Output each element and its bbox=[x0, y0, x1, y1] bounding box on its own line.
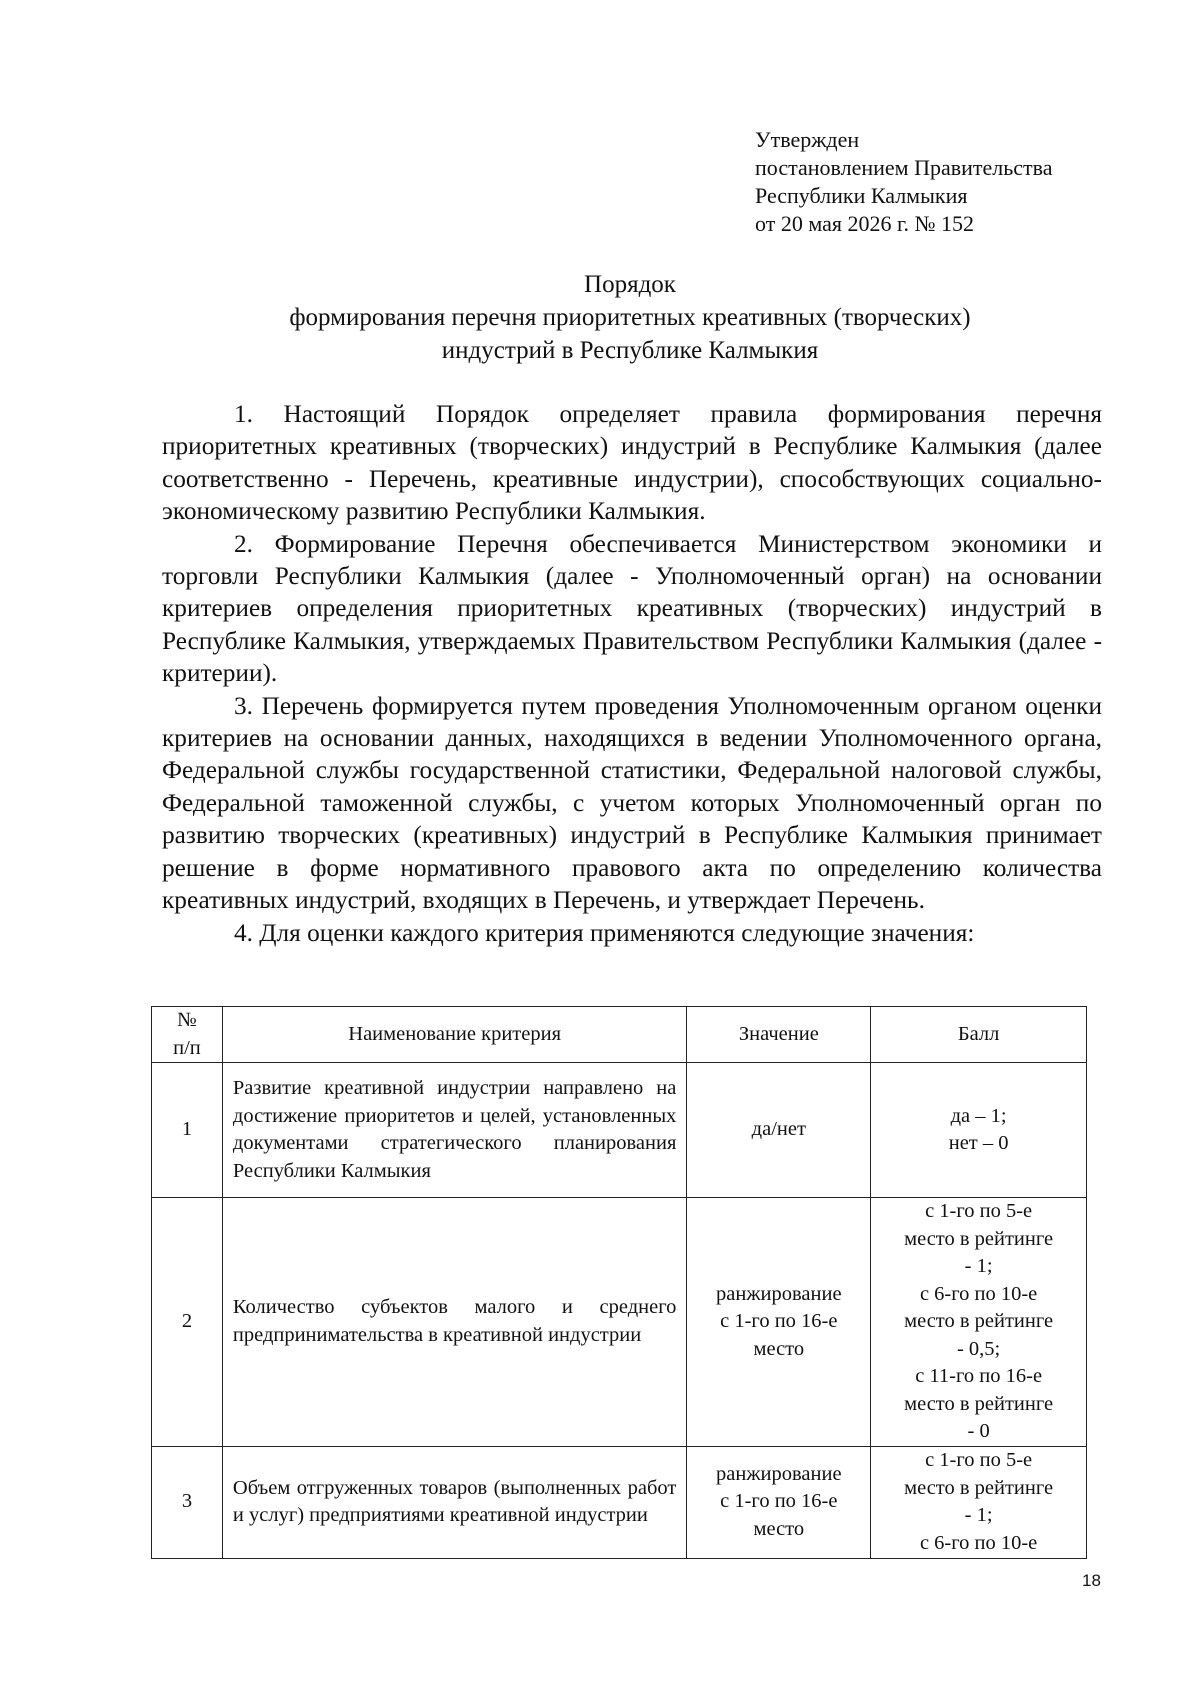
table-row bbox=[152, 1063, 1087, 1198]
criterion-value bbox=[687, 1446, 871, 1558]
table-header-row bbox=[152, 1007, 1087, 1063]
row-number: 1 bbox=[152, 1063, 223, 1198]
criterion-score bbox=[871, 1063, 1087, 1198]
value-line: место bbox=[753, 1517, 805, 1540]
header-score: Балл bbox=[871, 1007, 1087, 1063]
value-line: с 1-го по 16-е bbox=[720, 1310, 838, 1332]
score-line: место в рейтинге bbox=[904, 1310, 1054, 1332]
score-line: - 1; bbox=[964, 1504, 993, 1526]
criterion-value bbox=[687, 1198, 871, 1447]
score-line: с 1-го по 5-е bbox=[925, 1449, 1033, 1471]
approval-date-line: от 20 мая 2026 г. № 152 bbox=[755, 211, 975, 236]
score-line: - 0 bbox=[967, 1420, 990, 1442]
criterion-value bbox=[687, 1063, 871, 1198]
criterion-name: Количество субъектов малого и среднего предпринимательства в креативной индустрии bbox=[222, 1198, 686, 1447]
value-line: с 1-го по 16-е bbox=[720, 1490, 838, 1513]
score-line: с 1-го по 5-е bbox=[925, 1200, 1033, 1222]
table-row bbox=[152, 1198, 1087, 1447]
value-line: да/нет bbox=[751, 1118, 806, 1141]
score-line: с 6-го по 10-е bbox=[919, 1282, 1038, 1305]
document-title bbox=[150, 268, 1110, 367]
document-body bbox=[162, 398, 1102, 949]
title-line: индустрий в Республике Калмыкия bbox=[441, 337, 819, 364]
approval-line: Утвержден bbox=[755, 127, 860, 152]
paragraph-4: 4. Для оценки каждого критерия применяются следующие значения: bbox=[234, 918, 975, 947]
score-line: - 0,5; bbox=[956, 1337, 1001, 1360]
score-line: место в рейтинге bbox=[904, 1227, 1054, 1250]
score-line: да – 1; bbox=[950, 1104, 1007, 1127]
paragraph-1: 1. Настоящий Порядок определяет правила формирования перечня приоритетных креативных (творческих) индустрий в Республике Калмыкия (далее соответственно - Перечень, креативные индустрии), способствующих социально-экономическому развитию Республики Калмыкия. bbox=[162, 400, 1102, 526]
score-line: место в рейтинге bbox=[904, 1476, 1054, 1499]
criteria-table bbox=[151, 1006, 1087, 1559]
header-criterion-name: Наименование критерия bbox=[222, 1007, 686, 1063]
page-number: 18 bbox=[1082, 1571, 1101, 1590]
header-number bbox=[152, 1007, 223, 1063]
value-line: место bbox=[753, 1337, 805, 1360]
header-number-line: п/п bbox=[173, 1036, 201, 1059]
paragraph-3: 3. Перечень формируется путем проведения Уполномоченным органом оценки критериев на основании данных, находящихся в ведении Уполномоченного органа, Федеральной службы государственной статистики, Федеральной налоговой службы, Федеральной таможенной службы, с учетом которых Уполномоченный орган по развитию творческих (креативных) индустрий в Республике Калмыкия принимает решение в форме нормативного правового акта по определению количества креативных индустрий, входящих в Перечень, и утверждает Перечень. bbox=[162, 691, 1102, 915]
criterion-score bbox=[871, 1198, 1087, 1447]
title-line: Порядок bbox=[584, 271, 676, 298]
paragraph-2: 2. Формирование Перечня обеспечивается Министерством экономики и торговли Республики Калмыкия (далее - Уполномоченный орган) на основании критериев определения приоритетных креативных (творческих) индустрий в Республике Калмыкия, утверждаемых Правительством Республики Калмыкия (далее - критерии). bbox=[162, 529, 1102, 688]
score-line: нет – 0 bbox=[948, 1132, 1009, 1154]
value-line: ранжирование bbox=[716, 1282, 842, 1305]
title-line: формирования перечня приоритетных креативных (творческих) bbox=[289, 304, 971, 331]
header-value: Значение bbox=[687, 1007, 871, 1063]
criterion-name: Объем отгруженных товаров (выполненных работ и услуг) предприятиями креативной индустрии bbox=[222, 1446, 686, 1558]
approval-line: Республики Калмыкия bbox=[755, 183, 968, 208]
approval-line: постановлением Правительства bbox=[755, 155, 1053, 180]
score-line: с 11-го по 16-е bbox=[915, 1365, 1043, 1387]
criterion-name: Развитие креативной индустрии направлено на достижение приоритетов и целей, установленных документами стратегического планирования Республики Калмыкия bbox=[222, 1063, 686, 1198]
value-line: ранжирование bbox=[716, 1462, 842, 1485]
row-number: 3 bbox=[152, 1446, 223, 1558]
score-line: - 1; bbox=[964, 1255, 993, 1277]
row-number: 2 bbox=[152, 1198, 223, 1447]
approval-stamp bbox=[755, 126, 1053, 238]
header-number-line: № bbox=[177, 1009, 197, 1031]
score-line: место в рейтинге bbox=[904, 1392, 1054, 1415]
criterion-score bbox=[871, 1446, 1087, 1558]
table-row bbox=[152, 1446, 1087, 1558]
score-line: с 6-го по 10-е bbox=[919, 1531, 1038, 1554]
